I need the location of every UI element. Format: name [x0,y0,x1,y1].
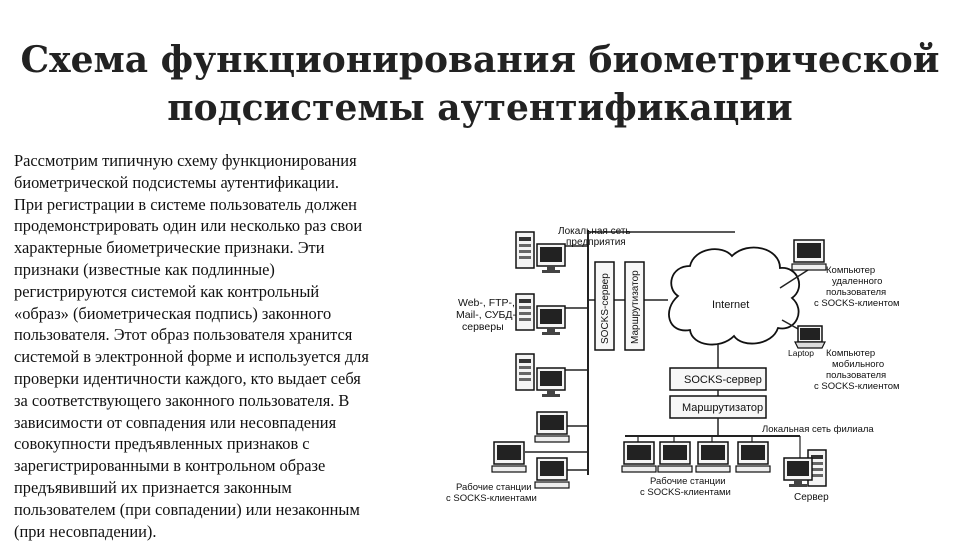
lan-label: Локальная сеть предприятия [558,226,631,248]
workstation-icon [696,442,730,472]
server-tower-icon [516,232,565,273]
socks-server-box-label: SOCKS-сервер [684,374,762,386]
body-line: продемонстрировать один или несколько раз свои [14,216,363,236]
title-line-2: подсистемы аутентификации [167,87,793,129]
internet-cloud-icon [669,247,799,344]
router-box-label: Маршрутизатор [682,402,764,414]
workstation-icon [736,442,770,472]
body-line: проверки идентичности каждого, кто выдает себя [14,368,361,388]
mobile-user-label: Компьютер мобильного пользователя с SOCKS-клиентом [814,348,900,392]
workstation-icon [622,442,656,472]
body-line: биометрической подсистемы аутентификации. [14,172,340,192]
body-line: предъявивший их признается законным [14,477,292,497]
network-diagram [440,210,920,530]
body-line: пользователя. Этот образ пользователя хранится [14,325,353,345]
title-line-1: Схема функционирования биометрической [20,39,940,81]
socks-server-vertical-label: SOCKS-сервер [600,273,611,344]
workstation-icon [535,458,569,488]
body-line: признаки (известные как подлинные) [14,259,275,279]
server-tower-icon [516,294,565,335]
router-vertical-label: Маршрутизатор [630,270,641,344]
branch-lan-label: Локальная сеть филиала [762,424,874,435]
body-line: При регистрации в системе пользователь должен [14,194,357,214]
body-line: за соответствующего законного пользователя. В [14,390,350,410]
workstation-icon [658,442,692,472]
body-line: пользователем (при совпадении) или незаконным [14,499,360,519]
page-title [0,36,960,132]
laptop-label: Laptop [788,348,814,358]
remote-user-label: Компьютер удаленного пользователя с SOCKS-клиентом [814,265,900,309]
body-line: Рассмотрим типичную схему функционирования [14,151,357,170]
laptop-icon [795,326,825,348]
body-line: зависимости от совпадения или несовпадения [14,412,337,432]
body-line: регистрируются системой как контрольный [14,281,320,301]
internet-label: Internet [712,299,750,311]
server-label: Сервер [794,492,829,503]
body-line: «образ» (биометрическая подпись) законного [14,303,332,323]
servers-label: Web-, FTP-, Mail-, СУБД-серверы [456,297,516,333]
body-line: зарегистрированными в контрольном образе [14,456,326,476]
workstations-left-label: Рабочие станции с SOCKS-клиентами [446,482,537,504]
body-line: совокупности предъявленных признаков с [14,434,310,454]
workstation-icon [492,442,526,472]
body-line: (при несовпадении). [14,521,157,541]
server-tower-icon [784,450,826,487]
remote-computer-icon [792,240,826,270]
workstations-right-label: Рабочие станции с SOCKS-клиентами [640,476,731,498]
body-paragraph [14,150,409,542]
workstation-icon [535,412,569,442]
body-line: характерные биометрические признаки. Эти [14,238,325,258]
body-line: системой в электронной форме и используется для [14,347,369,367]
server-tower-icon [516,354,565,397]
